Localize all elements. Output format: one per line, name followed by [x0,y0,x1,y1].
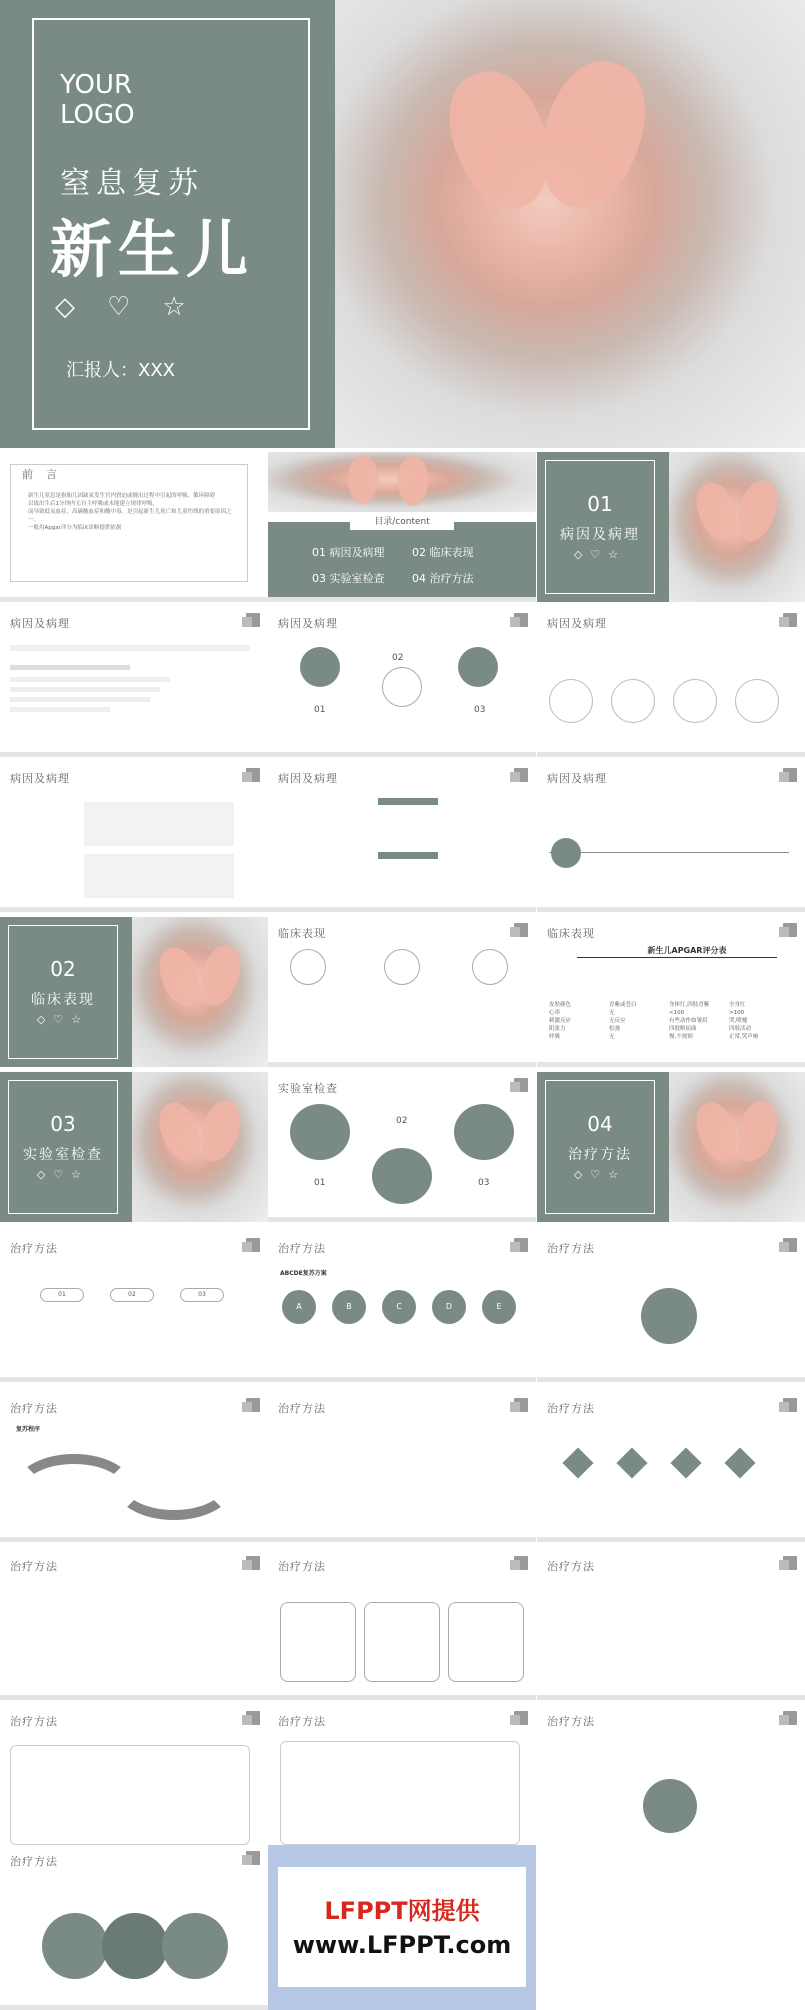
heart-icon: ♡ [107,292,131,322]
treat-slide-8 [268,1550,536,1700]
preface-line: 而导致低氧血症、高碳酸血症和酸中毒。是引起新生儿死亡和儿童伤残的重要原因之一。 [28,509,232,523]
section-icons: ◇♡☆ [36,1013,90,1026]
etiology-slide-6 [537,762,805,912]
section-number: 03 [50,1112,76,1136]
abcde-a: A [282,1290,316,1324]
cover-title: 新生儿 [50,213,255,286]
cover-slide [0,0,805,448]
treat-slide-1: 治疗方法 01 02 03 [0,1232,268,1382]
slide-title: 治疗方法 [547,1242,595,1255]
slide-title: 治疗方法 [10,1402,58,1415]
section-icons: ◇♡☆ [573,548,627,561]
abcde-b: B [332,1290,366,1324]
slide-title: 治疗方法 [10,1242,58,1255]
section-number: 01 [587,492,613,516]
treat-slide-9 [537,1550,805,1700]
treat-slide-3 [537,1232,805,1382]
treat-slide-13 [0,1845,268,2010]
treat-slide-7 [0,1550,268,1700]
lfppt-line-1: LFPPT网提供 [324,1897,480,1925]
section-number: 04 [587,1112,613,1136]
toc-slide [268,452,536,602]
abcde-slide [268,1232,536,1382]
slide-title: 治疗方法 [10,1715,58,1728]
cover-subtitle: 窒息复苏 [60,166,204,201]
section-01-slide [537,452,805,602]
section-icons: ◇♡☆ [573,1168,627,1181]
step-number: 03 [474,705,486,715]
slide-title: 病因及病理 [278,617,338,630]
section-title: 治疗方法 [568,1147,632,1163]
toc-item-4[interactable]: 04 治疗方法 [412,572,474,585]
step-number: 02 [392,653,404,663]
step-number: 01 [314,705,326,715]
step-number: 01 [314,1178,326,1188]
apgar-table: 皮肤颜色 青紫或苍白 身体红,四肢青紫 全身红 心率 无 <100 >100 刺激反应 无反应 有些动作如皱眉 哭,喷嚏 肌张力 松弛 四肢略屈曲 四肢活动 呼吸 无 慢,不规则 正常,哭声响 [549,1002,759,1040]
slide-title: 治疗方法 [10,1855,58,1868]
clinical-slide-1 [268,917,536,1067]
abcde-d: D [432,1290,466,1324]
slide-title: 治疗方法 [278,1402,326,1415]
treat-slide-12 [537,1705,805,1855]
slide-title: 病因及病理 [10,772,70,785]
star-icon: ☆ [162,292,186,322]
reporter-label: 汇报人：XXX [66,360,175,381]
slide-title: 临床表现 [547,927,595,940]
section-03-slide [0,1072,268,1222]
apgar-slide [537,917,805,1067]
section-icons: ◇♡☆ [36,1168,90,1181]
abcde-title: ABCDE复苏方案 [280,1270,327,1277]
slide-title: 治疗方法 [10,1560,58,1573]
cover-icons [55,292,186,322]
toc-item-1[interactable]: 01 病因及病理 [312,546,385,559]
slide-title: 治疗方法 [547,1402,595,1415]
step-number: 03 [478,1178,490,1188]
steps-label: 复苏程序 [16,1426,41,1433]
preface-slide [0,452,268,602]
toc-header: 目录/content [350,514,454,530]
section-number: 02 [50,957,76,981]
toc-item-3[interactable]: 03 实验室检查 [312,572,385,585]
etiology-slide-5 [268,762,536,912]
slide-title: 病因及病理 [10,617,70,630]
lfppt-line-2[interactable]: www.LFPPT.com [292,1931,512,1959]
section-title: 临床表现 [31,992,95,1008]
preface-title: 前 言 [22,468,58,481]
etiology-slide-3 [537,607,805,757]
treat-slide-6 [537,1392,805,1542]
baby-feet-photo [335,0,805,448]
treat-slide-10 [0,1705,268,1855]
lab-slide [268,1072,536,1222]
slide-title: 治疗方法 [278,1715,326,1728]
abcde-c: C [382,1290,416,1324]
etiology-slide-1 [0,607,268,757]
treat-slide-5 [268,1392,536,1542]
section-02-slide [0,917,268,1067]
preface-line: 以致出生后1分钟内无自主呼吸或未能建立规律呼吸， [28,501,159,507]
slide-title: 治疗方法 [547,1560,595,1573]
section-title: 实验室检查 [23,1147,103,1163]
apgar-title: 新生儿APGAR评分表 [647,946,727,955]
treat-slide-4 [0,1392,268,1542]
slide-title: 实验室检查 [278,1082,338,1095]
diamond-icon: ◇ [55,292,75,322]
treat-slide-11 [268,1705,536,1855]
etiology-slide-4 [0,762,268,912]
step-number: 02 [396,1116,408,1126]
slide-title: 治疗方法 [547,1715,595,1728]
slide-title: 治疗方法 [278,1560,326,1573]
toc-item-2[interactable]: 02 临床表现 [412,546,474,559]
slide-title: 治疗方法 [278,1242,326,1255]
etiology-slide-2 [268,607,536,757]
slide-title: 病因及病理 [547,617,607,630]
blank-slide [537,1845,805,2010]
abcde-e: E [482,1290,516,1324]
preface-line: 一般用Apgar评分为临床诊断提供依据 [28,525,122,531]
logo-text: YOUR LOGO [60,70,135,130]
section-04-slide [537,1072,805,1222]
slide-title: 病因及病理 [278,772,338,785]
slide-title: 病因及病理 [547,772,607,785]
section-title: 病因及病理 [560,527,640,543]
slide-title: 临床表现 [278,927,326,940]
preface-line: 新生儿窒息是指胎儿因缺氧发生宫内窘迫或娩出过程中引起的呼吸、循环障碍 [28,493,216,499]
lfppt-banner [268,1845,536,2010]
